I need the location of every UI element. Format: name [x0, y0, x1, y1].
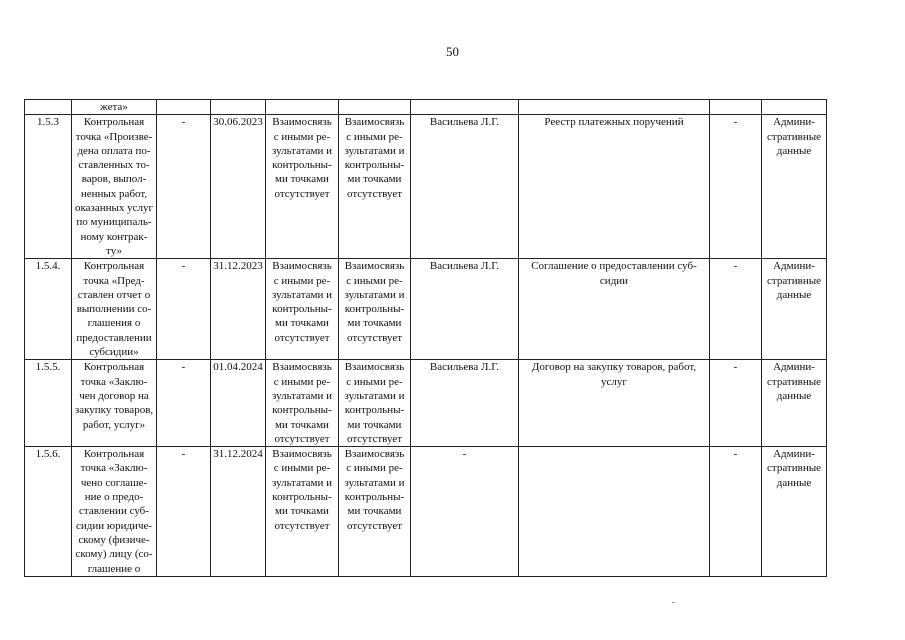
cell-text: 1.5.6. [35, 448, 61, 461]
cell-text: 30.06.2023 [213, 116, 263, 129]
cell-text: Васильева Л.Г. [429, 260, 500, 273]
cell-col10 [710, 115, 762, 259]
table-body [25, 100, 827, 577]
cell-source [762, 115, 827, 259]
cell-date [211, 100, 266, 115]
cell-col3 [157, 115, 211, 259]
cell-text: Договор на закупку товаров, работ, услуг [531, 361, 697, 388]
cell-text: Васильева Л.Г. [429, 116, 500, 129]
cell-text: Взаимосвязь с иными ре- зультатами и контрольны- ми точками отсутствует [344, 116, 405, 200]
cell-col10 [710, 100, 762, 115]
cell-text: - [462, 448, 467, 461]
cell-responsible [411, 447, 519, 577]
cell-text: Взаимосвязь с иными ре- зультатами и контрольны- ми точками отсутствует [344, 448, 405, 532]
cell-col10 [710, 447, 762, 577]
table-row [25, 115, 827, 259]
cell-text: - [733, 116, 738, 129]
cell-col3 [157, 360, 211, 447]
cell-link2 [339, 360, 411, 447]
cell-text: Взаимосвязь с иными ре- зультатами и контрольны- ми точками отсутствует [271, 116, 333, 200]
cell-link2 [339, 259, 411, 360]
cell-text: Админи- стративные данные [767, 260, 821, 301]
cell-document [519, 259, 710, 360]
control-points-table [24, 99, 827, 577]
cell-responsible [411, 259, 519, 360]
cell-link1 [266, 259, 339, 360]
cell-source [762, 360, 827, 447]
cell-date [211, 447, 266, 577]
cell-num [25, 259, 72, 360]
cell-text: Админи- стративные данные [767, 361, 821, 402]
table-row [25, 259, 827, 360]
cell-text: Взаимосвязь с иными ре- зультатами и контрольны- ми точками отсутствует [271, 260, 333, 344]
cell-document [519, 447, 710, 577]
cell-date [211, 360, 266, 447]
cell-description [72, 360, 157, 447]
page-number: 50 [446, 44, 459, 59]
cell-document [519, 360, 710, 447]
cell-source [762, 259, 827, 360]
cell-text: - [733, 448, 738, 461]
cell-num [25, 115, 72, 259]
cell-link1 [266, 360, 339, 447]
cell-text: - [733, 260, 738, 273]
cell-text: - [181, 260, 186, 273]
cell-text: - [181, 361, 186, 374]
cell-link1 [266, 115, 339, 259]
cell-date [211, 115, 266, 259]
cell-text: - [733, 361, 738, 374]
cell-link2 [339, 447, 411, 577]
cell-col3 [157, 259, 211, 360]
cell-text: Контрольная точка «Заклю- чено соглаше- ние о предо- ставлении суб- сидии юридиче- скому (физиче- скому) лицу (со- глашение о [75, 448, 153, 575]
table-row [25, 447, 827, 577]
cell-text: Админи- стративные данные [767, 448, 821, 489]
cell-col10 [710, 360, 762, 447]
cell-num [25, 360, 72, 447]
cell-description [72, 447, 157, 577]
cell-text: Контрольная точка «Произве- дена оплата по- ставленных то- варов, выпол- ненных работ, оказанных услуг по муниципаль- ному контрак- ту» [74, 116, 154, 257]
cell-source [762, 100, 827, 115]
cell-text: Контрольная точка «Пред- ставлен отчет о выполнении со- глашения о предоставлении субсидии» [76, 260, 152, 359]
cell-link1 [266, 100, 339, 115]
cell-link2 [339, 100, 411, 115]
cell-text: Васильева Л.Г. [429, 361, 500, 374]
table-row [25, 360, 827, 447]
cell-link2 [339, 115, 411, 259]
cell-text: Взаимосвязь с иными ре- зультатами и контрольны- ми точками отсутствует [271, 448, 333, 532]
cell-num [25, 447, 72, 577]
cell-col10 [710, 259, 762, 360]
cell-date [211, 259, 266, 360]
cell-link1 [266, 447, 339, 577]
scan-speck [672, 602, 675, 603]
cell-text: Контрольная точка «Заклю- чен договор на закупку товаров, работ, услуг» [74, 361, 154, 431]
cell-responsible [411, 100, 519, 115]
table-row-continuation [25, 100, 827, 115]
cell-description [72, 115, 157, 259]
cell-document [519, 115, 710, 259]
cell-text: 31.12.2024 [213, 448, 263, 461]
cell-text: 01.04.2024 [213, 361, 263, 374]
cell-text: Взаимосвязь с иными ре- зультатами и контрольны- ми точками отсутствует [271, 361, 333, 445]
cell-text: - [181, 448, 186, 461]
cell-responsible [411, 115, 519, 259]
cell-text: Соглашение о предоставлении суб- сидии [531, 260, 697, 287]
cell-text: Взаимосвязь с иными ре- зультатами и контрольны- ми точками отсутствует [344, 260, 405, 344]
cell-col3 [157, 100, 211, 115]
cell-text: 1.5.5. [35, 361, 61, 374]
cell-text: Реестр платежных поручений [544, 116, 684, 129]
cell-responsible [411, 360, 519, 447]
cell-col3 [157, 447, 211, 577]
cell-num [25, 100, 72, 115]
cell-text: Взаимосвязь с иными ре- зультатами и контрольны- ми точками отсутствует [344, 361, 405, 445]
cell-description [72, 259, 157, 360]
cell-text: Админи- стративные данные [767, 116, 821, 157]
cell-text: 31.12.2023 [213, 260, 263, 273]
cell-text: - [181, 116, 186, 129]
cell-description: жета» [72, 100, 157, 115]
cell-text: 1.5.3 [37, 116, 59, 129]
cell-document [519, 100, 710, 115]
cell-text: 1.5.4. [35, 260, 61, 273]
cell-source [762, 447, 827, 577]
